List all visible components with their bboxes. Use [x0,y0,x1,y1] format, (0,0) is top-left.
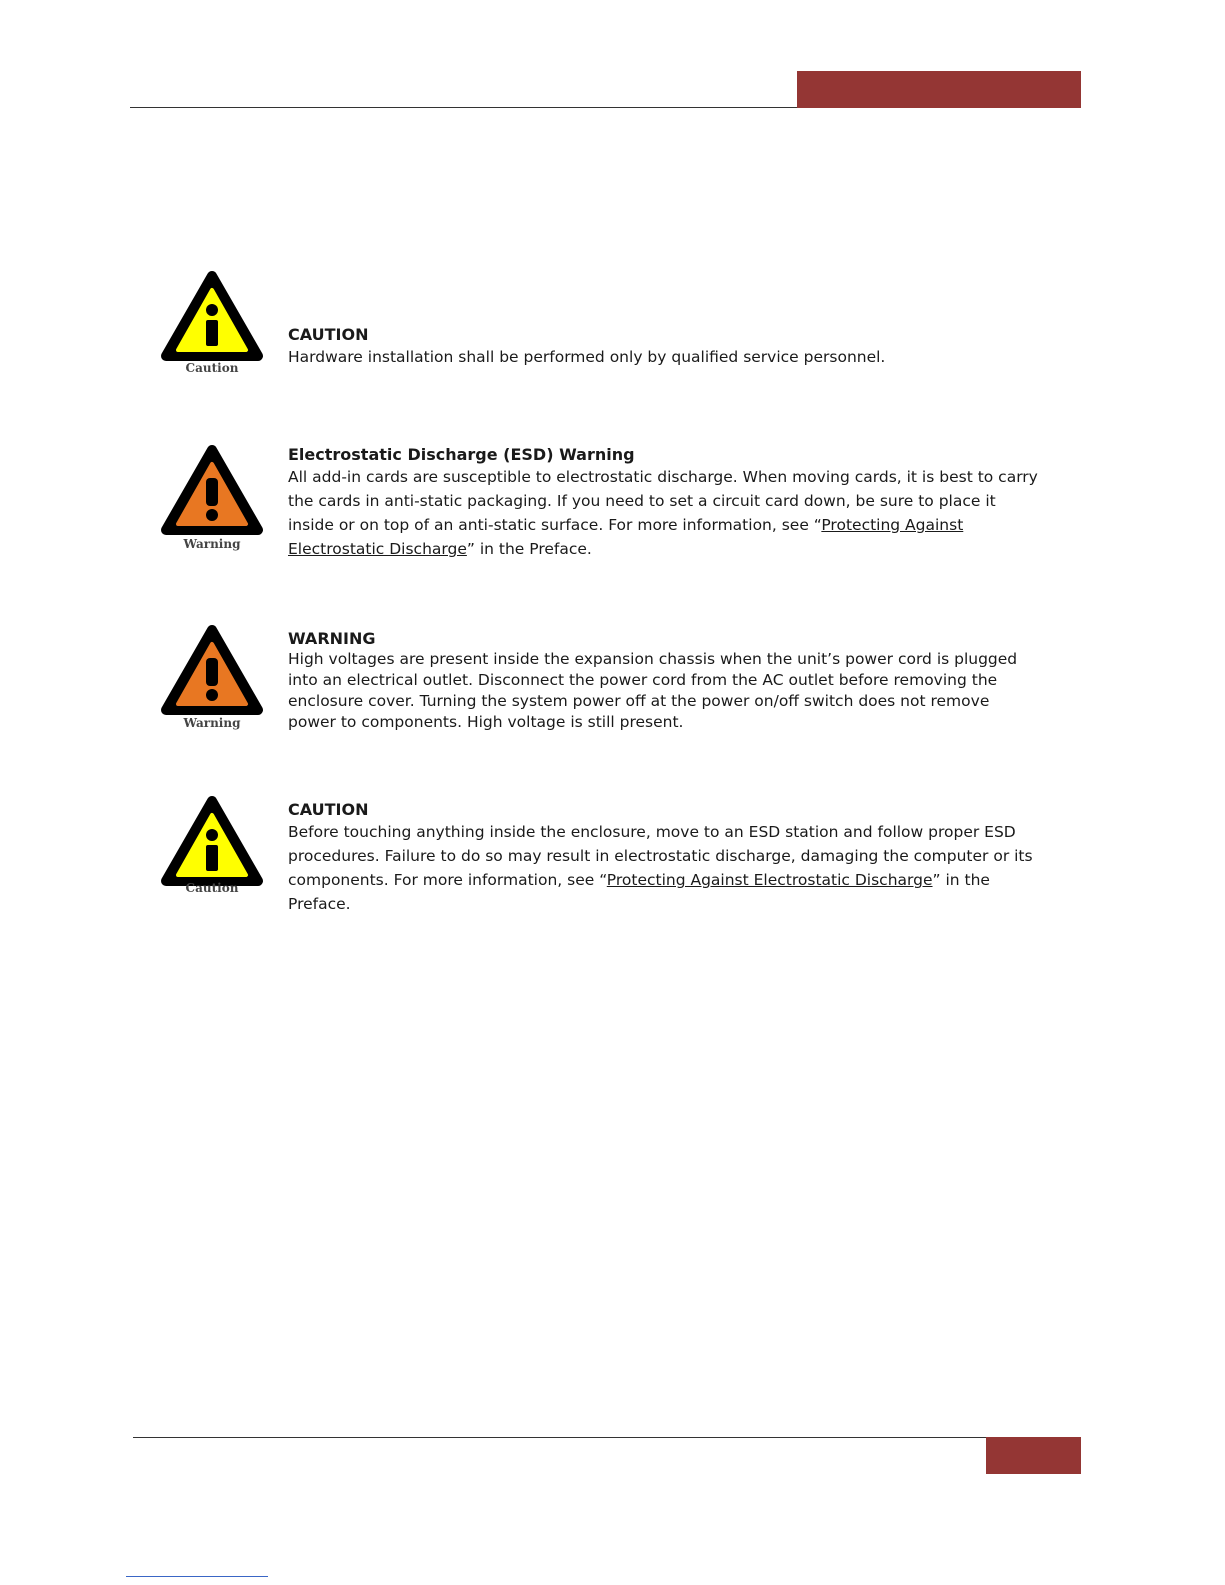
warning-icon-label: Warning [183,537,241,551]
notice-title: WARNING [288,629,376,648]
notice-title: Electrostatic Discharge (ESD) Warning [288,445,635,464]
notice-body-text: ” in the Preface. [466,540,592,558]
footer-rule [133,1437,987,1438]
esd-protection-link[interactable]: Protecting Against Electrostatic Discharge [606,871,933,889]
caution-icon-label: Caution [185,361,239,375]
notice-body: Hardware installation shall be performed only by qualified service personnel. [288,348,886,366]
notice-body [288,820,1038,916]
notice-text [288,324,1038,369]
warning-icon-label: Warning [183,716,241,730]
caution-icon-label: Caution [185,881,239,895]
notice-body-text: ” in the Preface. [288,871,990,913]
footnote-rule [126,1576,268,1577]
notice-body: High voltages are present inside the expansion chassis when the unit’s power cord is plugged into an electrical outlet. Disconnect the power cord from the AC outlet before removing the enclosure cover. Turning the system power off at the power on/off switch does not remove power to components. High voltage is still present. [288,650,1018,731]
footer-accent-tab [986,1437,1081,1474]
header-accent-tab [797,71,1081,108]
warning-icon [160,442,264,552]
notice-body [288,465,1038,561]
esd-protection-link[interactable]: Protecting Against Electrostatic Discharge [288,516,964,558]
notice-body-text: Before touching anything inside the enclosure, move to an ESD station and follow proper ESD procedures. Failure to do so may result in electrostatic discharge, damaging the computer or its components. For more information, see “ [288,823,1033,889]
notice-body-text: All add-in cards are susceptible to electrostatic discharge. When moving cards, it is best to carry the cards in anti-static packaging. If you need to set a circuit card down, be sure to place it inside or on top of an anti-static surface. For more information, see “ [288,468,1038,534]
notice-text [288,628,1038,733]
notice-text [288,444,1038,561]
notice-title: CAUTION [288,325,369,344]
notice-title: CAUTION [288,800,369,819]
header-rule [130,107,798,108]
notice-text [288,799,1038,916]
